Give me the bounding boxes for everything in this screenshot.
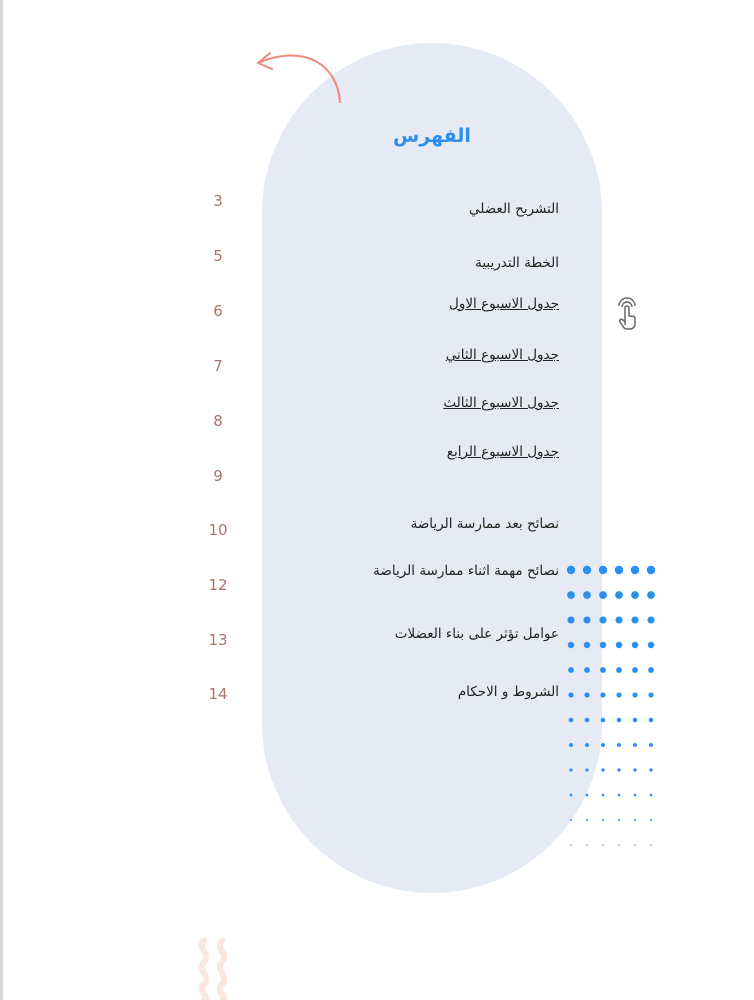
decor-dot (618, 794, 621, 797)
toc-item-after-exercise-tips: نصائح بعد ممارسة الرياضة (410, 516, 559, 532)
decor-dot (617, 718, 622, 723)
decor-dot (570, 819, 572, 821)
toc-background-pill (262, 43, 602, 893)
toc-page-number: 3 (213, 192, 223, 210)
decor-dot (586, 844, 588, 846)
toc-link-week-1[interactable]: جدول الاسبوع الاول (449, 296, 559, 312)
toc-page-number: 10 (208, 521, 228, 539)
toc-item-terms: الشروط و الاحكام (457, 684, 559, 700)
decor-dot (585, 743, 589, 747)
decor-dot (601, 743, 605, 747)
decor-dot (583, 591, 591, 599)
decor-dot (632, 642, 638, 648)
toc-page-number: 12 (208, 576, 228, 594)
decor-dot (634, 819, 636, 821)
decor-dot (585, 718, 590, 723)
decor-dot (649, 743, 653, 747)
decor-dot (567, 616, 574, 623)
decor-dot (617, 743, 621, 747)
decor-dot (648, 642, 654, 648)
decor-dot (585, 768, 588, 771)
decor-dot (586, 794, 589, 797)
decor-dot (568, 692, 573, 697)
toc-link-week-3[interactable]: جدول الاسبوع الثالث (443, 395, 559, 411)
toc-page-number: 5 (213, 247, 223, 265)
toc-item-training-plan: الخطة التدريبية (475, 255, 559, 271)
decor-dot (584, 692, 589, 697)
decor-dot (650, 819, 652, 821)
decor-dot (600, 642, 606, 648)
decor-dot (647, 591, 655, 599)
decor-dot (600, 692, 605, 697)
tap-hand-icon (613, 297, 641, 331)
decor-dot (649, 768, 652, 771)
decor-dot (568, 667, 574, 673)
back-arrow-icon[interactable] (250, 45, 350, 110)
decor-dot (615, 566, 623, 574)
decor-dot (618, 819, 620, 821)
decor-dot (568, 642, 574, 648)
decor-dot (633, 743, 637, 747)
decor-dot (599, 566, 607, 574)
dot-pattern-decoration (560, 560, 660, 850)
decor-dot (583, 566, 591, 574)
decor-dot (617, 768, 620, 771)
decor-dot (567, 591, 575, 599)
toc-page-number: 7 (213, 357, 223, 375)
decor-dot (602, 794, 605, 797)
wave-decoration (192, 938, 242, 1000)
toc-link-week-4[interactable]: جدول الاسبوع الرابع (446, 444, 559, 460)
decor-dot (618, 844, 620, 846)
decor-dot (602, 844, 604, 846)
decor-dot (599, 591, 607, 599)
decor-dot (631, 591, 639, 599)
toc-page-number: 6 (213, 302, 223, 320)
decor-dot (616, 667, 622, 673)
toc-link-week-2[interactable]: جدول الاسبوع الثاني (445, 347, 559, 363)
decor-dot (569, 743, 573, 747)
decor-dot (586, 819, 588, 821)
decor-dot (647, 616, 654, 623)
toc-page-number: 14 (208, 685, 228, 703)
decor-dot (569, 718, 574, 723)
toc-item-muscle-anatomy: التشريح العضلي (469, 201, 559, 217)
decor-dot (601, 718, 606, 723)
decor-dot (584, 642, 590, 648)
decor-dot (634, 844, 636, 846)
decor-dot (602, 819, 604, 821)
decor-dot (615, 616, 622, 623)
decor-dot (647, 566, 655, 574)
decor-dot (633, 718, 638, 723)
decor-dot (615, 591, 623, 599)
decor-dot (601, 768, 604, 771)
decor-dot (583, 616, 590, 623)
toc-page-number: 9 (213, 467, 223, 485)
decor-dot (631, 566, 639, 574)
decor-dot (616, 642, 622, 648)
toc-title: الفهرس (393, 125, 471, 147)
decor-dot (569, 768, 572, 771)
toc-item-muscle-factors: عوامل تؤثر على بناء العضلات (394, 626, 559, 642)
decor-dot (600, 667, 606, 673)
decor-dot (648, 692, 653, 697)
page-border (0, 0, 3, 1000)
decor-dot (567, 566, 575, 574)
decor-dot (616, 692, 621, 697)
toc-page-number: 13 (208, 631, 228, 649)
decor-dot (570, 844, 572, 846)
decor-dot (599, 616, 606, 623)
toc-item-during-exercise-tips: نصائح مهمة اثناء ممارسة الرياضة (373, 563, 559, 579)
toc-page-number: 8 (213, 412, 223, 430)
decor-dot (570, 794, 573, 797)
decor-dot (632, 667, 638, 673)
decor-dot (632, 692, 637, 697)
decor-dot (631, 616, 638, 623)
decor-dot (634, 794, 637, 797)
decor-dot (648, 667, 654, 673)
decor-dot (650, 844, 652, 846)
decor-dot (650, 794, 653, 797)
decor-dot (633, 768, 636, 771)
decor-dot (649, 718, 654, 723)
decor-dot (584, 667, 590, 673)
